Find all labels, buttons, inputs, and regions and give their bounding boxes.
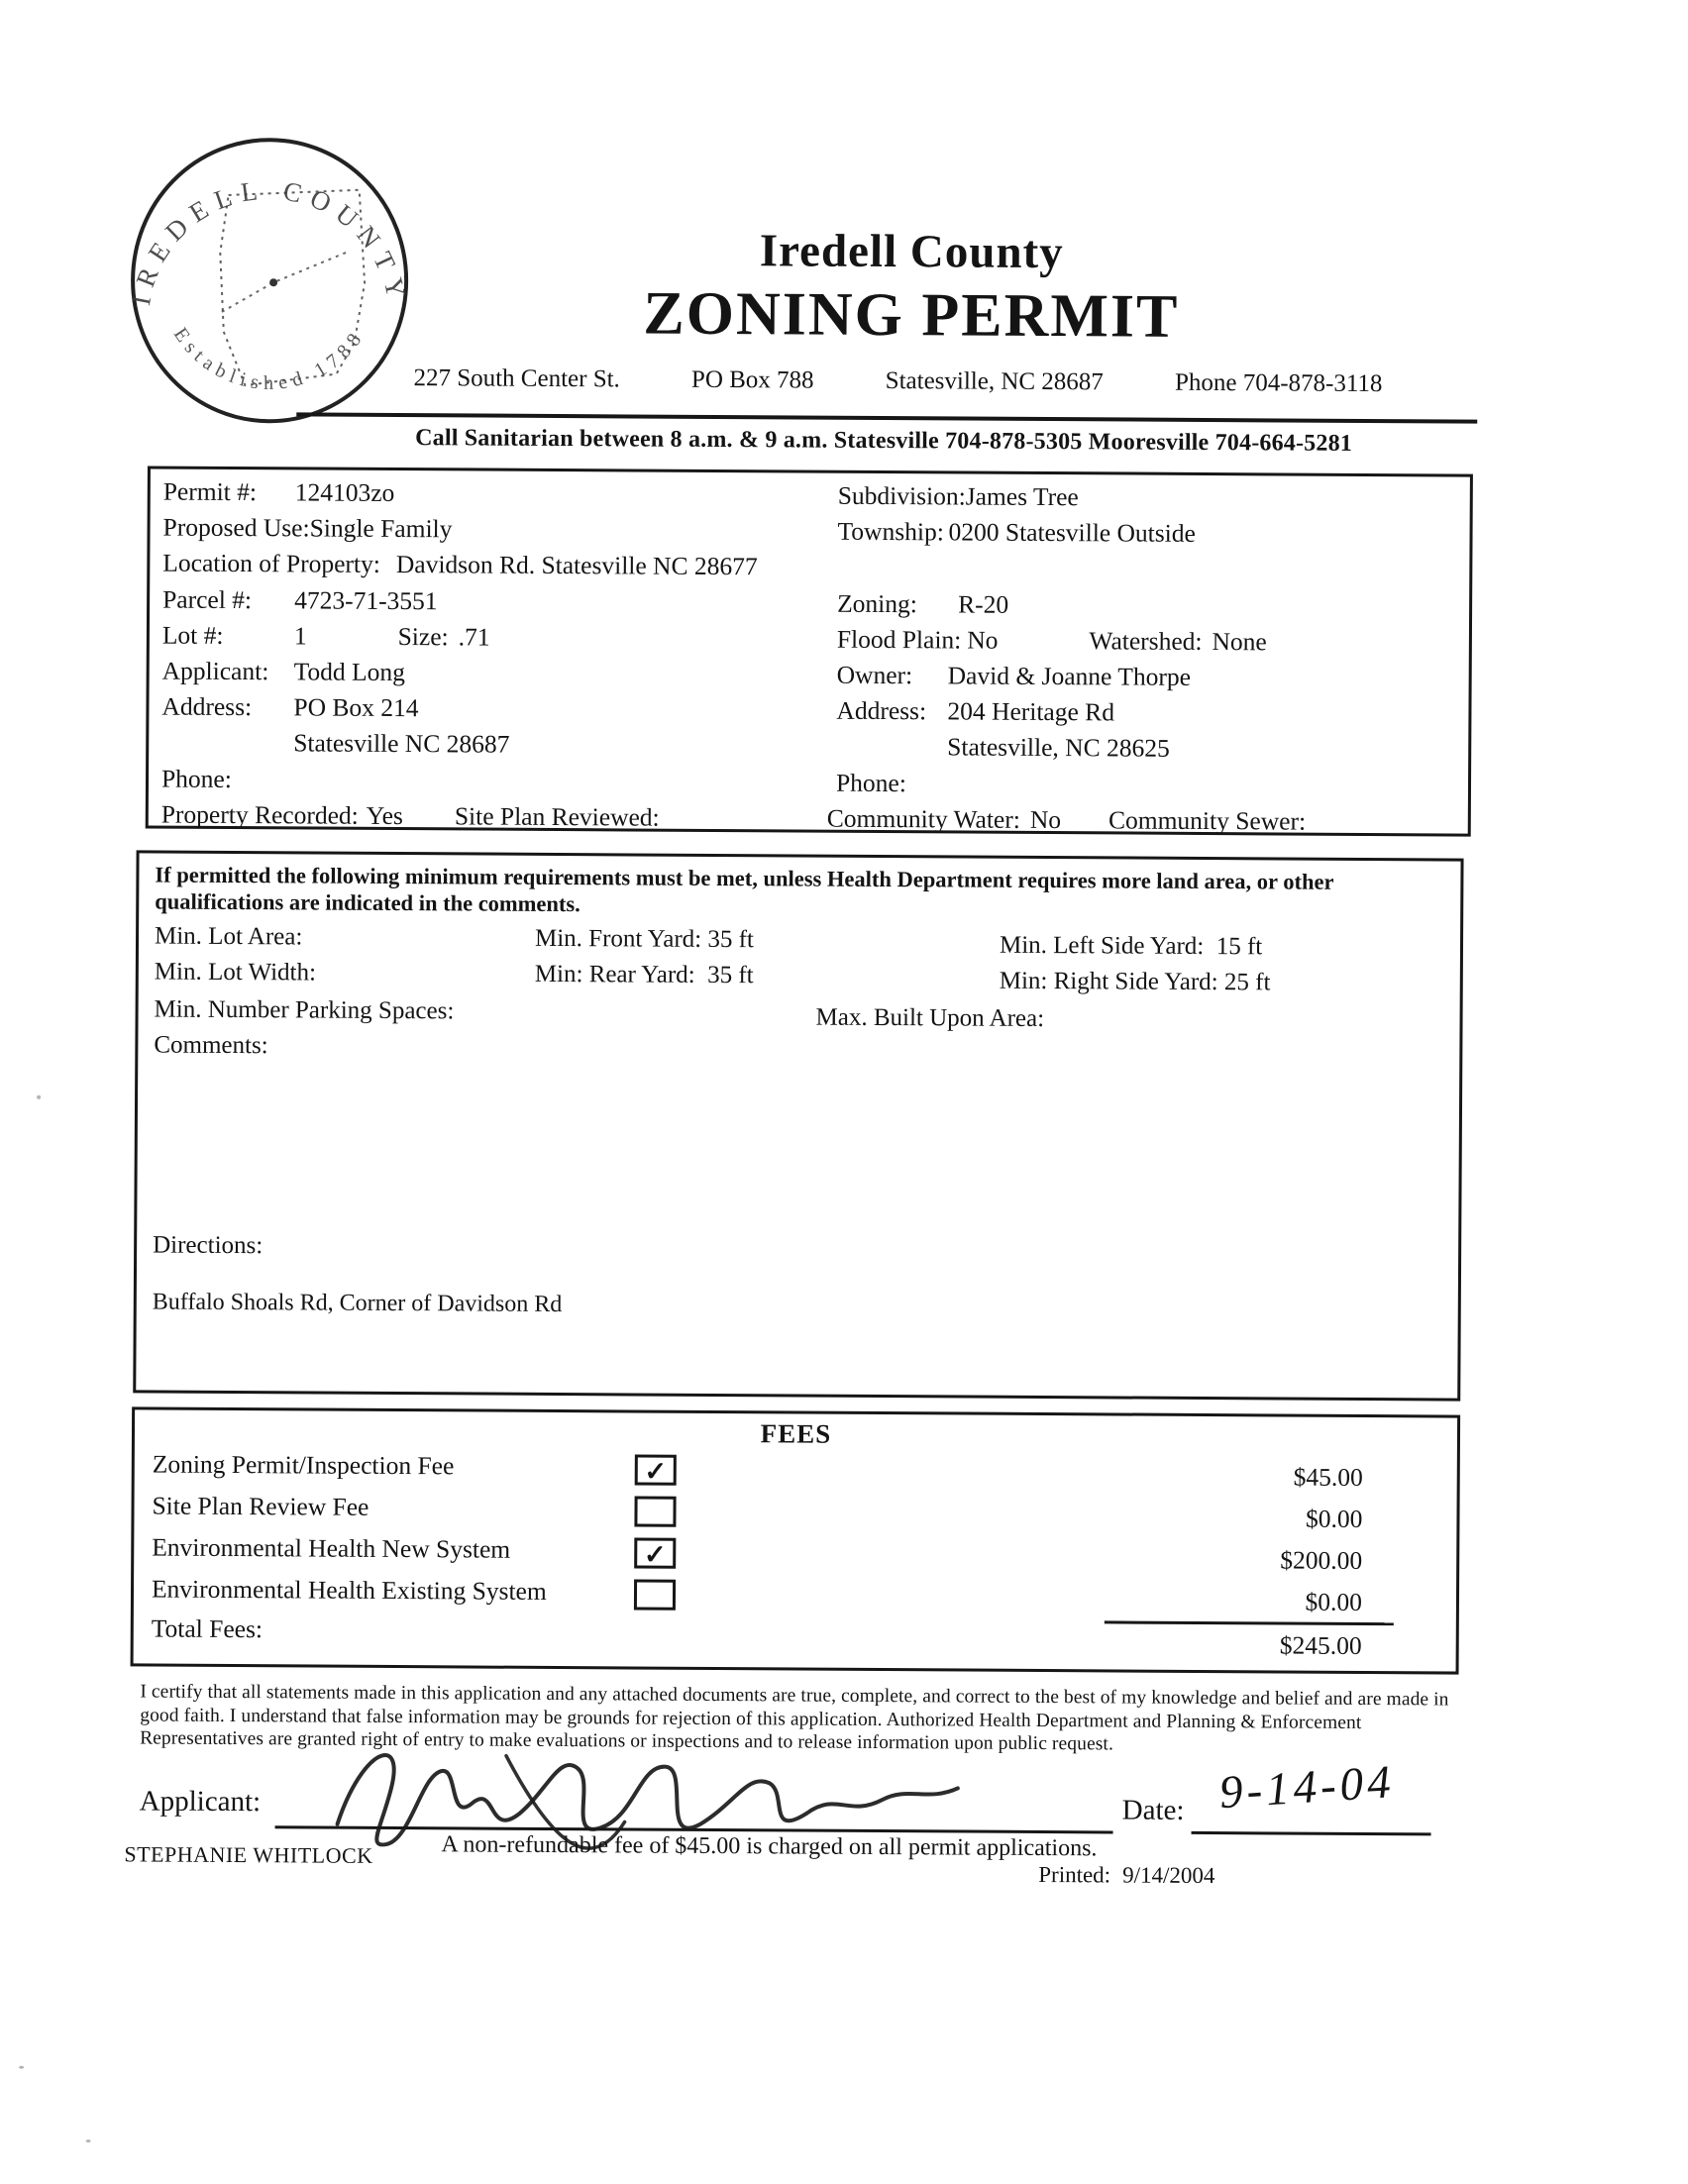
field-label: Parcel #:	[162, 581, 294, 618]
fee-amount: $200.00	[1144, 1545, 1362, 1576]
min-right-side-yard: Min: Right Side Yard: 25 ft	[1000, 968, 1271, 997]
header	[426, 222, 1398, 354]
owner-city-row	[836, 729, 1466, 769]
field-label: Applicant:	[162, 654, 294, 690]
fee-checkbox-env-new-system[interactable]	[634, 1537, 676, 1568]
applicant-phone-row	[161, 761, 820, 800]
owner-row	[837, 658, 1467, 697]
permit-left-column	[161, 474, 822, 837]
field-label	[161, 751, 293, 752]
field-value: Statesville NC 28687	[293, 729, 509, 759]
zoning-row	[837, 585, 1467, 625]
applicant-row	[162, 654, 821, 693]
field-value: Davidson Rd. Statesville NC 28677	[396, 550, 758, 580]
field-label: Lot #:	[162, 617, 294, 654]
street-address: 227 South Center St.	[413, 364, 620, 393]
proposed-use-row	[162, 510, 821, 550]
fee-amount: $0.00	[1144, 1504, 1362, 1534]
printed-label: Printed:	[1038, 1862, 1110, 1887]
county-name: Iredell County	[426, 222, 1397, 281]
field-label: Location of Property:	[162, 546, 380, 583]
fee-row-label: Zoning Permit/Inspection Fee	[153, 1450, 455, 1482]
fees-section	[131, 1406, 1461, 1674]
office-address-row	[413, 364, 1382, 398]
min-lot-width-label: Min. Lot Width:	[155, 959, 316, 988]
fee-amount: $0.00	[1144, 1587, 1362, 1617]
permit-right-column	[836, 478, 1468, 841]
field-value: None	[1212, 627, 1266, 656]
property-recorded-row	[161, 796, 820, 836]
total-fees-label: Total Fees:	[152, 1614, 263, 1645]
phone-number: Phone 704-878-3118	[1175, 369, 1383, 398]
lot-size-row	[162, 617, 821, 657]
field-label: Community Sewer:	[1108, 805, 1306, 835]
min-lot-area-label: Min. Lot Area:	[155, 923, 302, 952]
svg-text:IREDELL COUNTY	[126, 174, 414, 310]
scan-speck	[37, 1095, 41, 1099]
permit-number-row	[163, 474, 822, 514]
fee-checkbox-site-plan[interactable]	[634, 1496, 676, 1526]
field-label: Phone:	[836, 765, 947, 801]
field-value: .71	[459, 622, 490, 651]
printed-value: 9/14/2004	[1122, 1863, 1214, 1889]
scan-speck	[86, 2139, 91, 2142]
parcel-number-row	[162, 581, 821, 621]
property-location-row	[162, 546, 821, 585]
field-value: 1	[294, 621, 307, 650]
check-icon: ✓	[644, 1457, 667, 1487]
handwritten-date: 9-14-04	[1217, 1755, 1396, 1820]
iredell-county-seal	[124, 133, 415, 428]
field-label: Watershed:	[1089, 626, 1202, 656]
field-value: Single Family	[310, 514, 453, 544]
field-value: Todd Long	[294, 657, 405, 686]
date-line	[1192, 1831, 1431, 1835]
field-label: Site Plan Reviewed:	[455, 801, 660, 831]
po-box: PO Box 788	[691, 366, 814, 395]
field-value: 204 Heritage Rd	[947, 697, 1114, 727]
fee-checkbox-zoning-permit[interactable]	[635, 1454, 677, 1485]
field-label: Proposed Use:	[162, 510, 309, 547]
clerk-name: STEPHANIE WHITLOCK	[124, 1841, 372, 1869]
fee-checkbox-env-existing-system[interactable]	[634, 1579, 676, 1610]
directions-value: Buffalo Shoals Rd, Corner of Davidson Rd	[153, 1290, 563, 1319]
field-value: 124103zo	[295, 477, 395, 507]
total-divider	[1105, 1620, 1394, 1625]
field-label: Permit #:	[163, 474, 295, 511]
township-row	[837, 514, 1467, 554]
field-label: Phone:	[161, 761, 293, 797]
permit-details-section	[146, 466, 1473, 836]
fee-row-label: Environmental Health Existing System	[152, 1575, 547, 1607]
fee-amount: $45.00	[1145, 1462, 1363, 1493]
fee-row-label: Site Plan Review Fee	[152, 1492, 369, 1522]
field-label: Owner:	[837, 658, 948, 694]
seal-bottom-text: Established 1788	[169, 324, 369, 395]
minimum-requirements-section	[133, 850, 1463, 1401]
applicant-signature-label: Applicant:	[140, 1785, 262, 1819]
directions-label: Directions:	[153, 1232, 263, 1261]
svg-text:Established 1788	[169, 324, 369, 395]
total-fees-amount: $245.00	[1144, 1630, 1362, 1661]
field-label: Address:	[161, 689, 293, 726]
subdivision-row	[838, 478, 1468, 518]
nonrefundable-fee-note: A non-refundable fee of $45.00 is charged on all permit applications.	[441, 1831, 1097, 1862]
flood-plain-row	[837, 621, 1467, 661]
printed-date-row	[1038, 1862, 1226, 1889]
field-label: Size:	[398, 622, 449, 651]
field-label: Community Water:	[827, 800, 1020, 837]
field-label	[836, 755, 947, 756]
owner-phone-row	[836, 765, 1466, 804]
field-value: PO Box 214	[293, 693, 418, 723]
field-value: 0200 Statesville Outside	[948, 518, 1195, 549]
min-front-yard: Min. Front Yard: 35 ft	[535, 925, 754, 954]
requirements-intro: If permitted the following minimum requirements must be met, unless Health Department requires more land area, or other qualifications are indicated in the comments.	[155, 862, 1444, 923]
date-label: Date:	[1122, 1795, 1185, 1827]
field-value: Statesville, NC 28625	[947, 733, 1170, 763]
city-state-zip: Statesville, NC 28687	[886, 367, 1104, 396]
field-label: Property Recorded:	[161, 796, 359, 833]
field-value: James Tree	[966, 482, 1079, 512]
max-built-upon-label: Max. Built Upon Area:	[815, 1004, 1044, 1033]
certification-statement: I certify that all statements made in this application and any attached documents are true, complete, and correct to the best of my knowledge and belief and are made in good faith. I understand that false information may be grounds for rejection of this application. Authorized Health Department and Planning & Enforcement Representatives are granted right of entry to make evaluations or inspections and to release information upon public request.	[140, 1680, 1487, 1758]
header-divider	[296, 412, 1477, 423]
field-label: Zoning:	[837, 585, 948, 622]
seal-arc-text: IREDELL COUNTY	[126, 174, 414, 310]
field-value: Yes	[367, 801, 403, 830]
page-title: ZONING PERMIT	[426, 277, 1397, 354]
scan-speck	[19, 2066, 24, 2069]
field-label: Flood Plain:	[837, 621, 962, 658]
owner-address-row	[836, 693, 1466, 733]
check-icon: ✓	[644, 1540, 667, 1570]
blank-row	[837, 550, 1467, 589]
community-water-row	[827, 800, 1466, 840]
fee-row-label: Environmental Health New System	[152, 1533, 510, 1565]
field-value: David & Joanne Thorpe	[948, 661, 1191, 690]
min-rear-yard: Min: Rear Yard: 35 ft	[535, 961, 754, 989]
sanitarian-notice: Call Sanitarian between 8 a.m. & 9 a.m. Statesville 704-878-5305 Mooresville 704-664-5281	[415, 425, 1352, 458]
field-label: Address:	[836, 693, 947, 730]
field-label: Township:	[837, 514, 948, 551]
field-label: Subdivision:	[838, 478, 966, 515]
field-value: 4723-71-3551	[294, 585, 438, 615]
min-left-side-yard: Min. Left Side Yard: 15 ft	[1000, 932, 1262, 962]
fees-title: FEES	[135, 1414, 1457, 1453]
field-value: No	[1030, 805, 1061, 834]
min-parking-label: Min. Number Parking Spaces:	[155, 996, 455, 1026]
applicant-city-row	[161, 725, 820, 765]
comments-label: Comments:	[154, 1032, 267, 1061]
applicant-address-row	[161, 689, 820, 729]
field-value: R-20	[958, 589, 1008, 618]
field-value: No	[967, 625, 998, 654]
field-label	[837, 575, 948, 576]
